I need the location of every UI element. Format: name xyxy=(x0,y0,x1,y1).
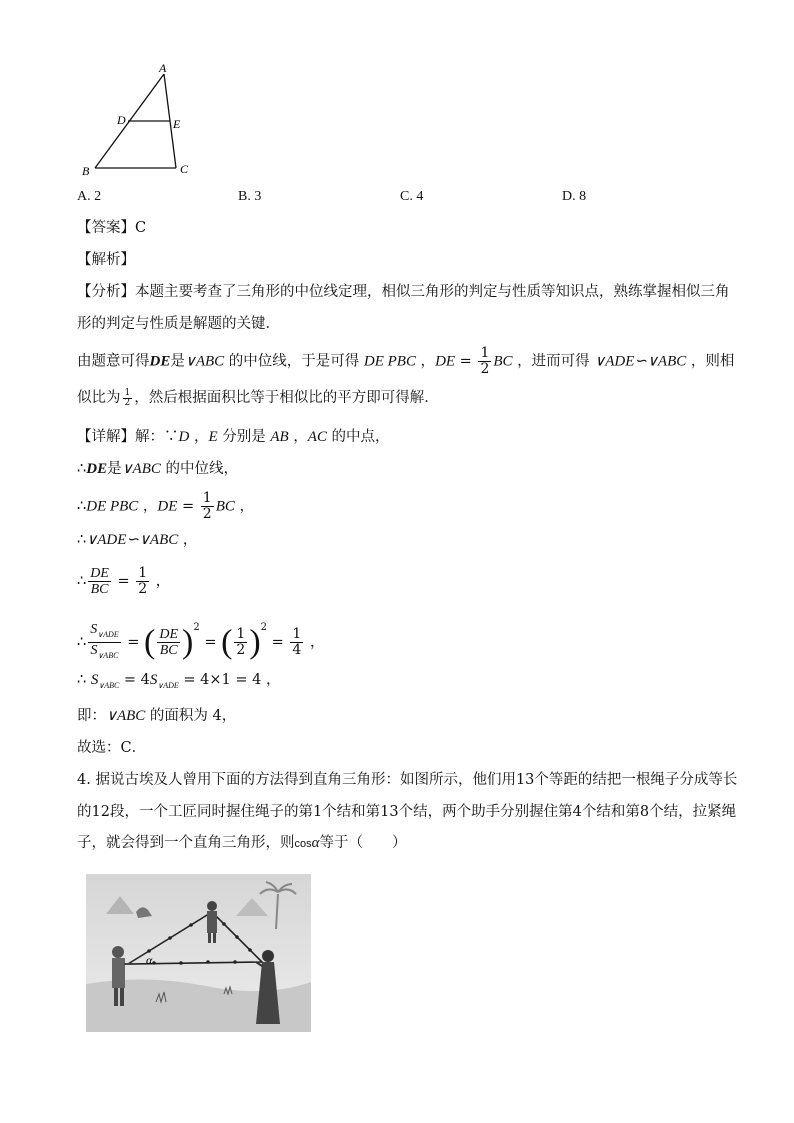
exponent: 2 xyxy=(193,622,200,633)
text: 是 xyxy=(170,353,185,370)
paren-open: ( xyxy=(221,623,233,661)
math-area-abc xyxy=(91,672,119,688)
numerator: 1 xyxy=(236,625,246,642)
egyptian-rope-illustration xyxy=(86,874,311,1032)
denominator xyxy=(88,643,120,663)
math-de: DE xyxy=(435,353,456,370)
text: 由题意可得 xyxy=(77,353,150,370)
option-d: D. 8 xyxy=(562,189,587,204)
text: ， xyxy=(151,573,171,590)
text: = xyxy=(177,498,199,515)
fraction-quarter xyxy=(290,627,303,658)
text: ， xyxy=(305,634,325,651)
text: = xyxy=(455,353,477,370)
text: ， xyxy=(234,498,254,515)
detail-line-1 xyxy=(77,427,390,447)
text: ， xyxy=(138,498,158,515)
math-tri-abc: ∨ABC xyxy=(121,461,161,477)
numerator: 1 xyxy=(292,625,302,642)
text: 的中位线，于是可得 xyxy=(224,353,364,370)
detail-line-4 xyxy=(77,530,197,550)
math-area-ade xyxy=(150,672,179,688)
denominator: 2 xyxy=(480,361,490,377)
text: = xyxy=(199,634,222,651)
text: = xyxy=(112,573,135,590)
s-symbol: S xyxy=(90,622,98,637)
math-de: DE xyxy=(149,353,171,370)
text: 子，就会得到一个直角三角形，则 xyxy=(77,835,295,851)
fraction-half xyxy=(234,627,247,658)
exponent: 2 xyxy=(260,622,268,633)
denominator: 2 xyxy=(236,641,246,658)
answer-value: C xyxy=(135,220,147,236)
text: ，进而可得 xyxy=(512,353,595,370)
math-d: D xyxy=(178,429,190,445)
triangle-abc-figure xyxy=(78,62,198,180)
fenxi-line-3 xyxy=(77,346,734,377)
therefore-symbol: ∴ xyxy=(77,498,87,515)
option-a: A. 2 xyxy=(77,189,102,204)
math-e: E xyxy=(208,429,218,445)
numerator: 1 xyxy=(202,490,212,506)
detail-line-7 xyxy=(77,670,280,696)
numerator: 1 xyxy=(138,565,148,581)
answer-line xyxy=(77,218,146,238)
therefore-symbol: ∴ xyxy=(77,634,87,651)
text: ， xyxy=(261,672,281,688)
label-d: D xyxy=(117,113,126,127)
math-bc: BC xyxy=(493,353,513,370)
s-symbol: S xyxy=(90,642,98,658)
numerator xyxy=(88,622,120,643)
math-similar: ∨ADE∽∨ABC xyxy=(86,532,179,548)
math-tri-abc: ∨ABC xyxy=(184,353,225,370)
math-alpha: α xyxy=(311,835,320,851)
math-ac: AC xyxy=(307,429,327,445)
answer-tag: 【答案】 xyxy=(77,220,135,236)
math-de-parallel-bc: DE PBC xyxy=(86,498,139,515)
subscript: ∨ADE xyxy=(97,629,119,639)
fraction-half xyxy=(478,346,491,377)
paren-close: ) xyxy=(249,623,261,661)
paren-open: ( xyxy=(144,623,156,661)
denominator: 2 xyxy=(202,506,212,522)
text: 【详解】解：∵ xyxy=(77,429,179,445)
numerator: 1 xyxy=(124,387,131,398)
subscript: ∨ABC xyxy=(98,681,120,690)
numerator: DE xyxy=(159,626,179,642)
fraction-de-bc xyxy=(157,627,180,658)
text: = 4×1 = 4 xyxy=(178,672,262,688)
alpha-label: α xyxy=(146,953,153,967)
detail-line-5 xyxy=(77,566,170,597)
detail-line-9: 故选：C． xyxy=(77,740,147,756)
text: 即： xyxy=(77,708,106,724)
text: 分别是 xyxy=(217,429,271,445)
analysis-tag: 【解析】 xyxy=(77,252,135,268)
q4-line-3 xyxy=(77,833,407,854)
therefore-symbol: ∴ xyxy=(77,672,91,688)
math-similar: ∨ADE∽∨ABC xyxy=(594,353,687,370)
math-de: DE xyxy=(86,461,108,477)
denominator: BC xyxy=(159,642,178,658)
q4-line-2: 的12段，一个工匠同时握住绳子的第1个结和第13个结，两个助手分别握住第4个结和第8个结，拉紧绳 xyxy=(77,804,737,820)
paren-close: ) xyxy=(182,623,194,661)
text: = xyxy=(267,634,289,651)
therefore-symbol: ∴ xyxy=(77,532,87,548)
text: 等于（ ） xyxy=(319,835,407,851)
text: 的面积为 4， xyxy=(145,708,237,724)
math-cos: cos xyxy=(294,838,312,850)
numerator: DE xyxy=(90,566,109,581)
denominator: 4 xyxy=(292,641,302,658)
text: 似比为 xyxy=(77,390,121,406)
numerator: 1 xyxy=(480,345,490,361)
text: ，然后根据面积比等于相似比的平方即可得解． xyxy=(134,390,439,406)
text: ， xyxy=(288,429,308,445)
therefore-symbol: ∴ xyxy=(77,461,87,477)
detail-line-8 xyxy=(77,706,236,726)
s-symbol: S xyxy=(90,672,99,688)
text: ， xyxy=(415,353,436,370)
q4-line-1: 4. 据说古埃及人曾用下面的方法得到直角三角形：如图所示，他们用13个等距的结把一根绳子分成等长 xyxy=(77,772,738,788)
denominator: 2 xyxy=(138,581,148,597)
math-tri-abc: ∨ABC xyxy=(106,708,146,724)
detail-line-3 xyxy=(77,491,254,522)
text: ，则相 xyxy=(686,353,735,370)
detail-line-6 xyxy=(77,622,324,663)
fraction-half xyxy=(201,491,214,522)
label-b: B xyxy=(82,164,90,178)
denominator: BC xyxy=(90,582,109,597)
label-a: A xyxy=(159,62,167,75)
label-e: E xyxy=(173,117,181,131)
denominator: 2 xyxy=(124,397,131,408)
option-b: B. 3 xyxy=(238,189,262,204)
fraction-de-bc xyxy=(88,566,111,597)
math-ab: AB xyxy=(270,429,289,445)
fraction-half xyxy=(136,566,149,597)
text: = xyxy=(122,634,145,651)
math-bc: BC xyxy=(215,498,235,515)
fenxi-line-2: 形的判定与性质是解题的关键． xyxy=(77,316,280,332)
math-de: DE xyxy=(157,498,178,515)
option-c: C. 4 xyxy=(400,189,424,204)
detail-line-2 xyxy=(77,459,238,479)
fenxi-line-4 xyxy=(77,388,439,408)
s-symbol: S xyxy=(149,672,158,688)
text: 的中位线， xyxy=(160,461,238,477)
text: = 4 xyxy=(119,672,150,688)
text: 的中点， xyxy=(326,429,390,445)
text: ， xyxy=(189,429,209,445)
subscript: ∨ABC xyxy=(97,650,119,660)
fraction-area-ratio xyxy=(88,622,120,663)
fraction-half-small xyxy=(123,389,133,408)
text: 是 xyxy=(107,461,122,477)
therefore-symbol: ∴ xyxy=(77,573,87,590)
subscript: ∨ADE xyxy=(157,681,179,690)
fenxi-line-1: 【分析】本题主要考查了三角形的中位线定理，相似三角形的判定与性质等知识点，熟练掌握相似三角 xyxy=(77,284,730,300)
math-de-parallel-bc: DE PBC xyxy=(363,353,416,370)
text: ， xyxy=(178,532,198,548)
label-c: C xyxy=(180,162,189,176)
